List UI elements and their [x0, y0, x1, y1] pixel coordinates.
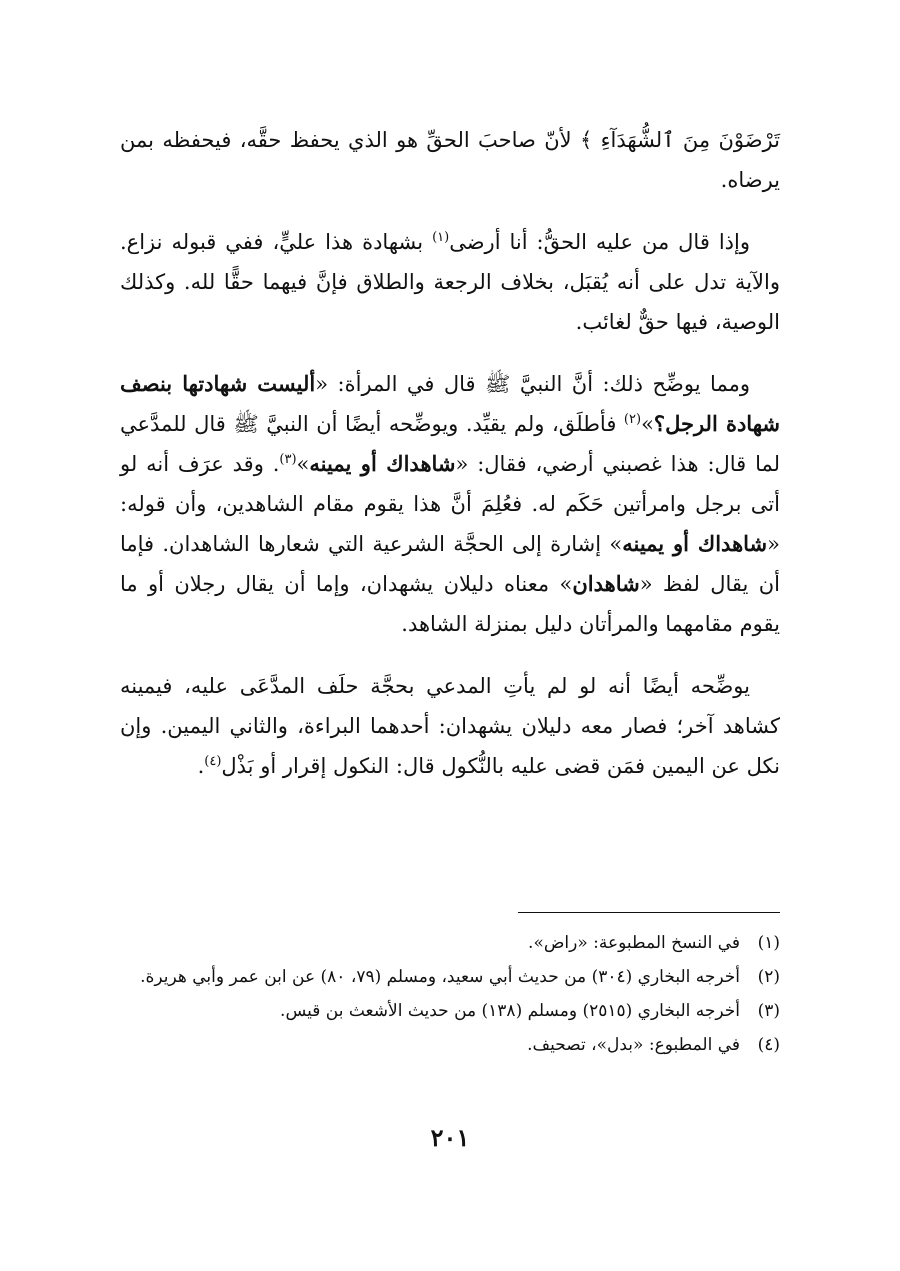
page-number: ٢٠١ — [430, 1123, 470, 1152]
footnote-divider — [518, 912, 780, 913]
footnote-number: (٢) — [757, 967, 780, 987]
hadith-quote-2: شاهداك أو يمينه — [309, 451, 456, 476]
quran-close-bracket: ﴾ — [579, 128, 593, 152]
paragraph-3-text-g: » معناه دليلان يشهدان، وإما أن يقال رجلان أو ما يقوم مقامهما والمرأتان دليل بمنزلة الشاهد. — [120, 572, 780, 636]
paragraph-3-text-d: » — [296, 452, 310, 476]
footnote-text: في المطبوع: «بدل»، تصحيف. — [527, 1035, 740, 1055]
paragraph-3-text-e: . وقد عرَف أنه لو أتى برجل وامرأتين حَكَم له. فعُلِمَ أنَّ هذا يقوم مقام الشاهدين، وأن قوله: « — [120, 452, 780, 556]
main-text — [120, 120, 780, 786]
footnote-2 — [120, 960, 780, 994]
footnote-4 — [120, 1028, 780, 1062]
footnotes — [120, 926, 780, 1062]
footnote-text: في النسخ المطبوعة: «راض». — [528, 933, 740, 953]
paragraph-4 — [120, 666, 780, 786]
paragraph-1-text: لأنّ صاحبَ الحقِّ هو الذي يحفظ حقَّه، فيحفظه بمن يرضاه. — [120, 128, 780, 192]
paragraph-3-text-c: فأطلَق، ولم يقيِّد. ويوضِّحه أيضًا أن النبيَّ ﷺ قال للمدَّعي لما قال: هذا غصبني أرضي، فقال: « — [120, 412, 781, 476]
paragraph-2-text-b: بشهادة هذا عليٍّ، ففي قبوله نزاع. والآية تدل على أنه يُقبَل، بخلاف الرجعة والطلاق فإنَّ فيهما حقًّا لله. وكذلك الوصية، فيها حقٌّ لغائب. — [120, 230, 780, 334]
paragraph-3-text-f: » إشارة إلى الحجَّة الشرعية التي شعارها الشاهدان. فإما أن يقال لفظ « — [120, 532, 780, 596]
hadith-term: شاهدان — [572, 571, 640, 596]
footnote-number: (١) — [757, 933, 780, 953]
hadith-quote-3: شاهداك أو يمينه — [622, 531, 768, 556]
footnote-ref-2: (٢) — [623, 412, 642, 427]
paragraph-4-text-a: يوضِّحه أيضًا أنه لو لم يأتِ المدعي بحجَّة حلَف المدَّعَى عليه، فيمينه كشاهد آخر؛ فصار معه دليلان يشهدان: أحدهما البراءة، والثاني اليمين. وإن نكل عن اليمين فمَن قضى عليه بالنُّكول قال: النكول إقرار أو بَذْل — [120, 674, 780, 778]
paragraph-3 — [120, 364, 780, 644]
footnote-number: (٣) — [757, 1001, 780, 1021]
footnote-text: أخرجه البخاري (٢٥١٥) ومسلم (١٣٨) من حديث الأشعث بن قيس. — [280, 1001, 740, 1021]
paragraph-2-text-a: وإذا قال من عليه الحقُّ: أنا أرضى — [449, 230, 750, 254]
hadith-quote-1: أليست شهادتها بنصف شهادة الرجل؟ — [120, 371, 780, 436]
footnote-number: (٤) — [757, 1035, 780, 1055]
footnote-ref-3: (٣) — [279, 452, 297, 467]
paragraph-1 — [120, 120, 780, 200]
paragraph-2 — [120, 222, 780, 342]
paragraph-3-text-a: ومما يوضِّح ذلك: أنَّ النبيَّ ﷺ قال في المرأة: « — [315, 372, 750, 396]
footnote-ref-1: (١) — [432, 230, 450, 245]
footnote-ref-4: (٤) — [204, 754, 222, 769]
footnote-text: أخرجه البخاري (٣٠٤) من حديث أبي سعيد، ومسلم (٧٩، ٨٠) عن ابن عمر وأبي هريرة. — [140, 967, 740, 987]
footnote-3 — [120, 994, 780, 1028]
paragraph-4-text-b: . — [197, 754, 205, 778]
book-page — [120, 120, 780, 1180]
paragraph-3-text-b: » — [641, 412, 654, 436]
quran-verse: تَرْضَوْنَ مِنَ ٱلشُّهَدَآءِ — [600, 128, 780, 152]
footnote-1 — [120, 926, 780, 960]
